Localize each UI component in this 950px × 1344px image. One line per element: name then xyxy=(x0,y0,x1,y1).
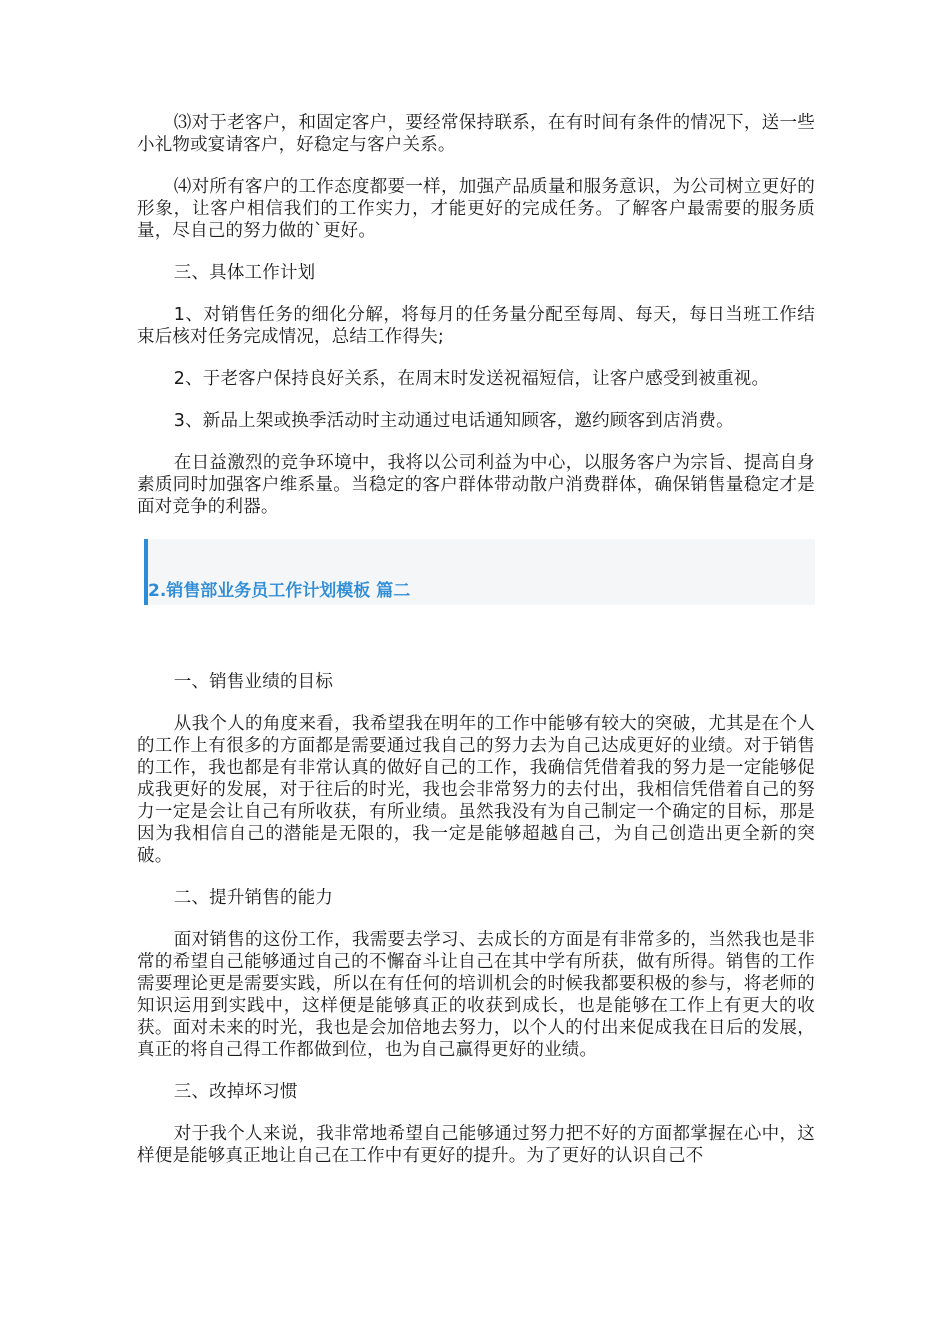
paragraph-all-customers: ⑷对所有客户的工作态度都要一样，加强产品质量和服务意识，为公司树立更好的形象，让客户相信我们的工作实力，才能更好的完成任务。了解客户最需要的服务质量，尽自己的努力做的`更好。 xyxy=(137,177,815,241)
paragraph-old-customers: ⑶对于老客户，和固定客户，要经常保持联系，在有时间有条件的情况下，送一些小礼物或宴请客户，好稳定与客户关系。 xyxy=(137,113,815,155)
spacer xyxy=(137,605,815,671)
document-page xyxy=(137,112,815,1187)
list-item-task-breakdown: 1、对销售任务的细化分解，将每月的任务量分配至每周、每天，每日当班工作结束后核对任务完成情况，总结工作得失; xyxy=(137,305,815,347)
heading-sales-target: 一、销售业绩的目标 xyxy=(173,672,334,692)
paragraph-improve-ability: 面对销售的这份工作，我需要去学习、去成长的方面是有非常多的，当然我也是非常的希望自己能够通过自己的不懈奋斗让自己在其中学有所获，做有所得。销售的工作需要理论更是需要实践，所以在有任何的培训机会的时候我都要积极的参与，将老师的知识运用到实践中，这样便是能够真正的收获到成长，也是能够在工作上有更大的收获。面对未来的时光，我也是会加倍地去努力，以个人的付出来促成我在日后的发展，真正的将自己得工作都做到位，也为自己赢得更好的业绩。 xyxy=(137,930,815,1060)
heading-work-plan: 三、具体工作计划 xyxy=(173,263,316,283)
heading-bad-habits: 三、改掉坏习惯 xyxy=(173,1082,298,1102)
section-title-box xyxy=(144,539,815,605)
list-item-new-products: 3、新品上架或换季活动时主动通过电话通知顾客，邀约顾客到店消费。 xyxy=(173,411,734,431)
heading-improve-ability: 二、提升销售的能力 xyxy=(173,888,334,908)
paragraph-bad-habits: 对于我个人来说，我非常地希望自己能够通过努力把不好的方面都掌握在心中，这样便是能够真正地让自己在工作中有更好的提升。为了更好的认识自己不 xyxy=(137,1124,815,1166)
paragraph-sales-target: 从我个人的角度来看，我希望我在明年的工作中能够有较大的突破，尤其是在个人的工作上有很多的方面都是需要通过我自己的努力去为自己达成更好的业绩。对于销售的工作，我也都是有非常认真的做好自己的工作，我确信凭借着我的努力是一定能够促成我更好的发展，对于往后的时光，我也会非常努力的去付出，我相信凭借着自己的努力一定是会让自己有所收获，有所业绩。虽然我没有为自己制定一个确定的目标，那是因为我相信自己的潜能是无限的，我一定是能够超越自己，为自己创造出更全新的突破。 xyxy=(137,714,815,866)
paragraph-conclusion: 在日益激烈的竞争环境中，我将以公司利益为中心，以服务客户为宗旨、提高自身素质同时加强客户维系量。当稳定的客户群体带动散户消费群体，确保销售量稳定才是面对竞争的利器。 xyxy=(137,453,815,517)
list-item-customer-relations: 2、于老客户保持良好关系，在周末时发送祝福短信，让客户感受到被重视。 xyxy=(173,369,770,389)
section-title: 2.销售部业务员工作计划模板 篇二 xyxy=(148,581,411,601)
